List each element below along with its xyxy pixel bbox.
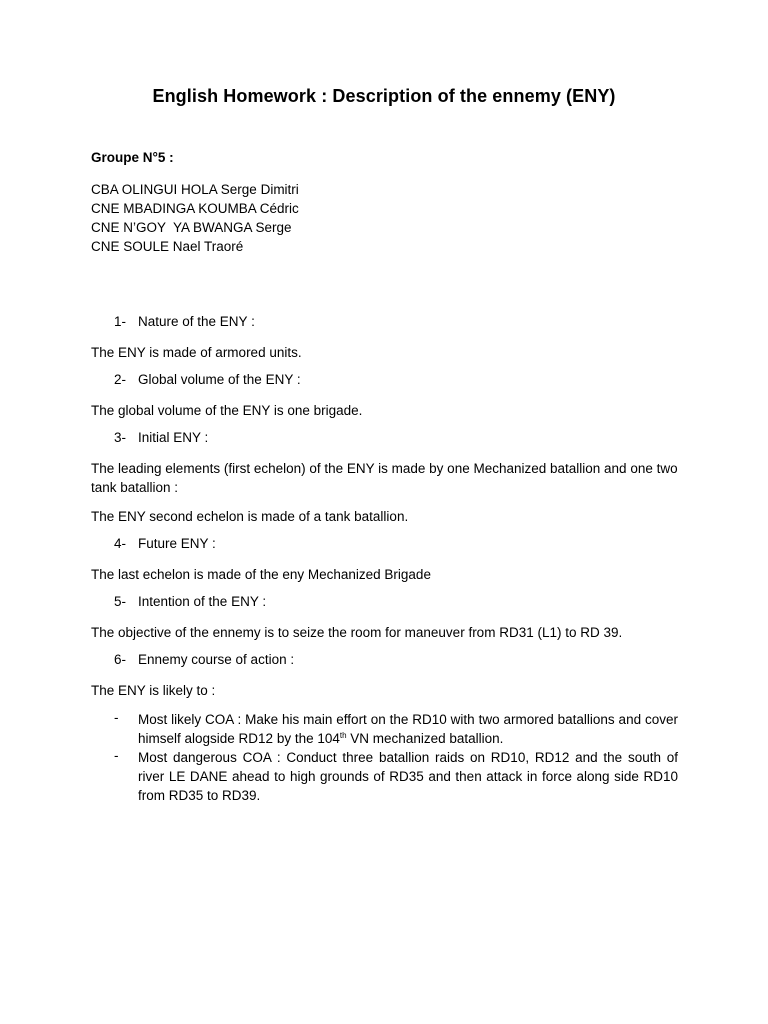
bullet-item-most-dangerous-coa [138, 748, 678, 805]
section-title: Future ENY : [138, 536, 216, 551]
section-number: 4- [114, 536, 127, 551]
ordinal-suffix: th [339, 731, 347, 740]
document-title: English Homework : Description of the ennemy (ENY) [152, 86, 616, 106]
member-name: CNE MBADINGA KOUMBA Cédric [91, 201, 299, 216]
section-title: Nature of the ENY : [138, 314, 255, 329]
group-label: Groupe N°5 : [91, 150, 174, 165]
paragraph: The last echelon is made of the eny Mechanized Brigade [91, 567, 431, 582]
bullet-text: Most dangerous COA : Conduct three batallion raids on RD10, RD12 and the south of river LE DANE ahead to high grounds of RD35 and then attack in force along side RD10 from RD35 to RD39. [138, 750, 678, 803]
bullet-item-most-likely-coa [138, 710, 678, 748]
section-number: 2- [114, 372, 127, 387]
paragraph: The global volume of the ENY is one brigade. [91, 403, 363, 418]
member-name: CNE N’GOY YA BWANGA Serge [91, 220, 292, 235]
section-title: Ennemy course of action : [138, 652, 295, 667]
section-number: 5- [114, 594, 127, 609]
member-list [91, 180, 299, 256]
member-name: CNE SOULE Nael Traoré [91, 239, 244, 254]
bullet-text: VN mechanized batallion. [346, 731, 504, 746]
section-title: Intention of the ENY : [138, 594, 267, 609]
paragraph: The objective of the ennemy is to seize the room for maneuver from RD31 (L1) to RD 39. [91, 625, 623, 640]
bullet-text: Most likely COA : Make his main effort on the RD10 with two armored batallions and cover himself alogside RD12 by the 104 [138, 712, 678, 746]
paragraph: The ENY is made of armored units. [91, 345, 302, 360]
section-title: Initial ENY : [138, 430, 209, 445]
paragraph: The leading elements (first echelon) of the ENY is made by one Mechanized batallion and one two tank batallion : [91, 461, 678, 495]
paragraph: The ENY is likely to : [91, 683, 216, 698]
bullet-dash: - [114, 748, 119, 763]
paragraph: The ENY second echelon is made of a tank batallion. [91, 509, 409, 524]
section-title: Global volume of the ENY : [138, 372, 301, 387]
section-number: 6- [114, 652, 127, 667]
member-name: CBA OLINGUI HOLA Serge Dimitri [91, 182, 299, 197]
section-number: 3- [114, 430, 127, 445]
section-number: 1- [114, 314, 127, 329]
bullet-dash: - [114, 710, 119, 725]
